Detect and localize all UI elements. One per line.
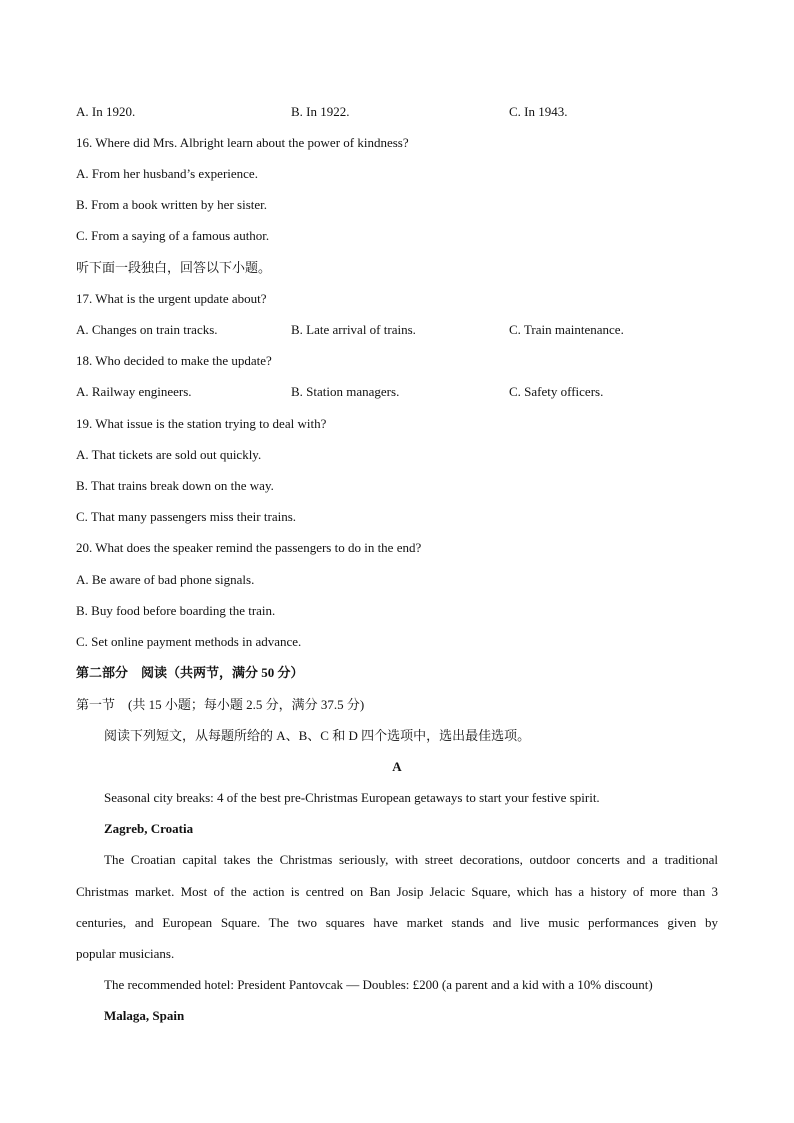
zagreb-hotel: The recommended hotel: President Pantovcak — Doubles: £200 (a parent and a kid with a 10% discount) <box>104 977 653 992</box>
q18-question: 18. Who decided to make the update? <box>76 353 272 368</box>
q15-option-b: B. In 1922. <box>291 104 350 119</box>
q17-option-a: A. Changes on train tracks. <box>76 322 218 337</box>
zagreb-paragraph-line-4: popular musicians. <box>76 946 175 961</box>
q16-option-b: B. From a book written by her sister. <box>76 197 268 212</box>
zagreb-paragraph-line-3: centuries, and European Square. The two squares have market stands and live music performances given by <box>76 915 718 930</box>
q15-option-a: A. In 1920. <box>76 104 136 119</box>
zagreb-heading: Zagreb, Croatia <box>104 821 194 836</box>
q17-question: 17. What is the urgent update about? <box>76 291 267 306</box>
q17-option-b: B. Late arrival of trains. <box>291 322 416 337</box>
part2-heading: 第二部分 阅读（共两节，满分 50 分） <box>76 665 304 680</box>
reading-instruction: 阅读下列短文，从每题所给的 A、B、C 和 D 四个选项中，选出最佳选项。 <box>104 728 531 743</box>
passage-label: A <box>392 759 402 774</box>
q20-option-c: C. Set online payment methods in advance. <box>76 634 302 649</box>
q19-option-c: C. That many passengers miss their trains. <box>76 509 297 524</box>
q20-question: 20. What does the speaker remind the passengers to do in the end? <box>76 540 422 555</box>
q16-question: 16. Where did Mrs. Albright learn about the power of kindness? <box>76 135 409 150</box>
q15-option-c: C. In 1943. <box>509 104 568 119</box>
q18-option-b: B. Station managers. <box>291 384 400 399</box>
malaga-heading: Malaga, Spain <box>104 1008 185 1023</box>
q19-option-a: A. That tickets are sold out quickly. <box>76 447 262 462</box>
zagreb-paragraph-line-1: The Croatian capital takes the Christmas seriously, with street decorations, outdoor concerts and a traditional <box>104 852 718 867</box>
q16-option-a: A. From her husband’s experience. <box>76 166 258 181</box>
q17-option-c: C. Train maintenance. <box>509 322 624 337</box>
q20-option-a: A. Be aware of bad phone signals. <box>76 572 255 587</box>
q19-question: 19. What issue is the station trying to deal with? <box>76 416 327 431</box>
q18-option-a: A. Railway engineers. <box>76 384 192 399</box>
q20-option-b: B. Buy food before boarding the train. <box>76 603 276 618</box>
q19-option-b: B. That trains break down on the way. <box>76 478 274 493</box>
passage-intro: Seasonal city breaks: 4 of the best pre-Christmas European getaways to start your festive spirit. <box>104 790 600 805</box>
q16-option-c: C. From a saying of a famous author. <box>76 228 270 243</box>
section1-heading: 第一节 (共 15 小题；每小题 2.5 分，满分 37.5 分) <box>76 697 365 712</box>
q18-option-c: C. Safety officers. <box>509 384 604 399</box>
zagreb-paragraph-line-2: Christmas market. Most of the action is centred on Ban Josip Jelacic Square, which has a history of more than 3 <box>76 884 718 899</box>
monologue-instruction: 听下面一段独白，回答以下小题。 <box>76 260 272 275</box>
